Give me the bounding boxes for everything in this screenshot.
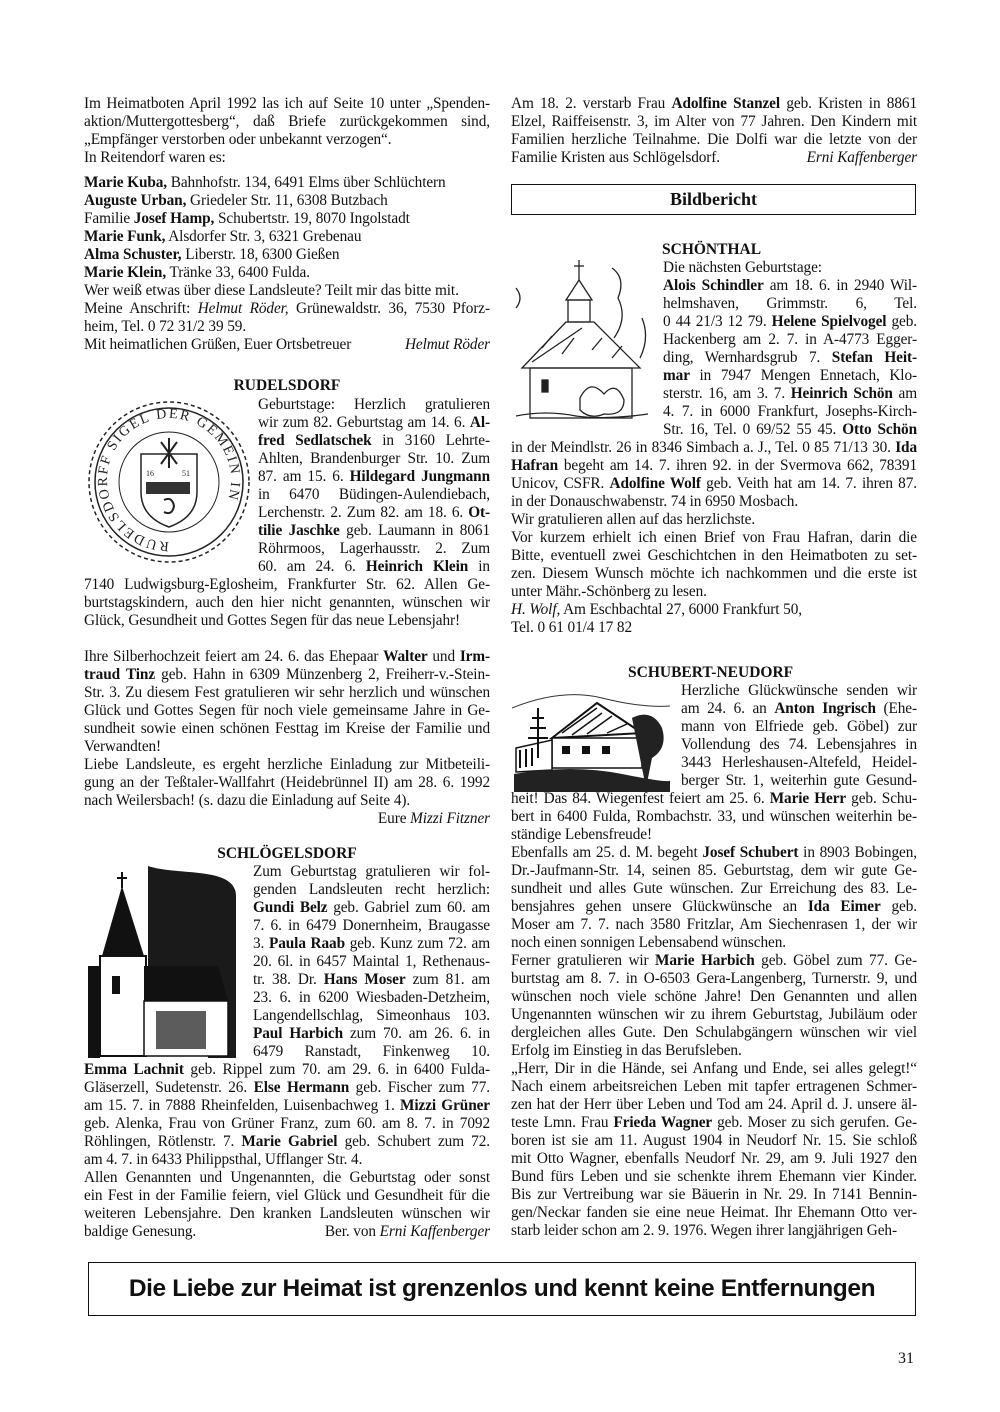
- bold-name: Josef Hamp,: [133, 210, 215, 227]
- text-line: wir zum 82. Geburtstag am 14. 6. Al-: [258, 414, 490, 431]
- text-line: heim, Tel. 0 72 31/2 39 59.: [84, 318, 247, 335]
- text-line: Hackenberg am 2. 7. in A-4773 Egger-: [663, 331, 917, 348]
- text-line: unter Mähr.-Schönberg zu lesen.: [511, 583, 707, 600]
- text-line: Hafran begeht am 14. 7. ihren 92. in der Svermova 662, 78391: [511, 457, 917, 474]
- text-line: Bund fürs Leben und sie schenkte ihrem Ehemann vier Kinder.: [511, 1168, 917, 1185]
- bold-name: tilie Jaschke: [258, 522, 340, 539]
- italic-text: Erni Kaffenberger: [806, 149, 917, 166]
- bold-name: Frieda Wagner: [613, 1114, 713, 1131]
- text-line: ein Fest in der Familie feiern, viel Glück und Gesundheit für die: [84, 1187, 490, 1204]
- text-line: [84, 336, 490, 354]
- section-heading-schubert-neudorf: SCHUBERT-NEUDORF: [628, 664, 794, 681]
- text-line: bensjahres gehen unsere Glückwünsche an Ida Eimer geb.: [511, 898, 917, 915]
- text-line: 3443 Herleshausen-Altefeld, Heidel-: [681, 754, 917, 771]
- text-line: Allen Genannten und Ungenannten, die Geburtstag oder sonst: [84, 1169, 490, 1186]
- text-line: Nach einem arbeitsreichen Leben mit tapfer ertragenen Schmer-: [511, 1078, 917, 1095]
- text-line: Marie Kuba, Bahnhofstr. 134, 6491 Elms über Schlüchtern: [84, 174, 446, 191]
- text-line: geb. Alenka, Frau von Grüner Franz, zum 60. am 8. 7. in 7092: [84, 1115, 490, 1132]
- text-line: zen. Diesem Wunsch möchte ich nachkommen und die erste ist: [511, 565, 917, 582]
- text-line: zen hat der Herr über Leben und Tod am 24. April d. J. unsere äl-: [511, 1096, 917, 1113]
- text-line: burtstag am 8. 7. in O-6503 Gera-Langenberg, Turnerstr. 9, und: [511, 970, 917, 987]
- text-line: [511, 149, 917, 167]
- text-line: Marie Funk, Alsdorfer Str. 3, 6321 Grebenau: [84, 228, 362, 245]
- page-number: 31: [898, 1350, 914, 1367]
- text-line: dergleichen alles Gute. Den Schulabgängern wünschen wir viel: [511, 1024, 917, 1041]
- text-line: Ferner gratulieren wir Marie Harbich geb. Göbel zum 77. Ge-: [511, 952, 917, 969]
- line-part: [807, 149, 917, 167]
- bold-name: Al-: [469, 414, 490, 431]
- line-part: Familie Kristen aus Schlögelsdorf.: [511, 149, 721, 166]
- text-line: genden Landsleuten recht herzlich:: [253, 881, 490, 898]
- text-line: Röhrmoos, Lagerhausstr. 2. Zum: [258, 540, 490, 557]
- bold-name: Heinrich Klein: [365, 558, 469, 575]
- text-line: in 6470 Büdingen-Aulendiebach,: [258, 486, 490, 503]
- text-line: Meine Anschrift: Helmut Röder, Grünewaldstr. 36, 7530 Pforz-: [84, 300, 490, 317]
- text-line: Str. 3. Zu diesem Fest gratulieren wir sehr herzlich und wünschen: [84, 684, 490, 701]
- text-line: 6479 Ranstadt, Finkenweg 10.: [253, 1043, 490, 1060]
- bold-name: fred Sedlatschek: [258, 432, 372, 449]
- text-line: Röhlingen, Rötlenstr. 7. Marie Gabriel geb. Schubert zum 72.: [84, 1133, 490, 1150]
- italic-text: Helmut Röder: [404, 336, 490, 353]
- rudelsdorf-text: [84, 396, 490, 828]
- svg-text:51: 51: [182, 469, 190, 478]
- bold-name: Marie Gabriel: [241, 1133, 338, 1150]
- text-line: noch einen sonnigen Lebensabend wünschen.: [511, 934, 786, 951]
- text-line: helmshaven, Grimmstr. 6, Tel.: [663, 295, 917, 312]
- bold-name: Josef Schubert: [702, 844, 799, 861]
- obituary-stanzel-text: [511, 95, 917, 167]
- bold-name: Adolfine Wolf: [609, 475, 701, 492]
- schubert-neudorf-text: [511, 682, 917, 1240]
- text-line: berger Str. 1, weiterhin gute Gesund-: [681, 772, 917, 789]
- text-line: bert in 6400 Fulda, Rombachstr. 33, und wünschen weiterhin be-: [511, 808, 917, 825]
- bold-name: Adolfine Stanzel: [671, 95, 781, 112]
- text-line: Wer weiß etwas über diese Landsleute? Teilt mir das bitte mit.: [84, 282, 459, 299]
- line-part: baldige Genesung.: [84, 1223, 197, 1240]
- motto-banner: Die Liebe zur Heimat ist grenzenlos und kennt keine Entfernungen: [88, 1262, 916, 1316]
- text-line: In Reitendorf waren es:: [84, 149, 226, 166]
- text-line: nach Weilersbach! (s. dazu die Einladung auf Seite 4).: [84, 792, 411, 809]
- bold-name: Hildegard Jungmann: [349, 468, 490, 485]
- text-line: [84, 1223, 490, 1241]
- bold-name: Marie Funk,: [84, 228, 166, 245]
- text-line: 20. 6l. in 6457 Maintal 1, Rethenaus-: [253, 953, 490, 970]
- text-line: sundheit sowie einen schönen Festtag im Kreise der Familie und: [84, 720, 490, 737]
- text-line: „Herr, Dir in die Hände, sei Anfang und Ende, sei alles gelegt!“: [511, 1060, 917, 1077]
- text-line: in der Donauschwabenstr. 74 in 6950 Mosbach.: [511, 493, 799, 510]
- text-line: Geburtstage: Herzlich gratulieren: [258, 396, 490, 413]
- text-line: am 24. 6. an Anton Ingrisch (Ehe-: [681, 700, 917, 717]
- text-line: Verwandten!: [84, 738, 162, 755]
- bold-name: Hafran: [511, 457, 558, 474]
- bold-name: Gundi Belz: [253, 899, 328, 916]
- text-line: Alma Schuster, Liberstr. 18, 6300 Gießen: [84, 246, 340, 263]
- bold-name: Mizzi Grüner: [400, 1097, 490, 1114]
- text-line: Glück und Gottes Segen für noch viele gemeinsame Jahre in Ge-: [84, 702, 490, 719]
- text-line: traud Tinz geb. Hahn in 6309 Münzenberg 2, Freiherr-v.-Stein-: [84, 666, 490, 683]
- text-line: 7. 6. in 6479 Donernheim, Braugasse: [253, 917, 490, 934]
- text-line: sterstr. 16, am 3. 7. Heinrich Schön am: [663, 385, 917, 402]
- text-line: 60. am 24. 6. Heinrich Klein in: [258, 558, 490, 575]
- bold-name: Heinrich Schön: [790, 385, 893, 402]
- italic-text: Helmut Röder,: [197, 300, 289, 317]
- bold-name: Ida Eimer: [807, 898, 881, 915]
- text-line: „Empfänger verstorben oder unbekannt verzogen“.: [84, 131, 392, 148]
- text-line: Herzliche Glückwünsche senden wir: [681, 682, 917, 699]
- text-line: Die nächsten Geburtstage:: [663, 259, 822, 276]
- italic-text: H. Wolf,: [511, 601, 561, 618]
- bold-name: Paula Raab: [268, 935, 346, 952]
- schoenthal-text: [511, 259, 917, 637]
- text-line: burtstagskindern, auch den hier nicht genannten, wünschen wir: [84, 594, 490, 611]
- bold-name: Marie Herr: [769, 790, 847, 807]
- bold-name: mar: [663, 367, 690, 384]
- text-line: Liebe Landsleute, es ergeht herzliche Einladung zur Mitbeteili-: [84, 756, 490, 773]
- text-line: Str. 16, Tel. 0 69/52 55 45. Otto Schön: [663, 421, 917, 438]
- text-line: ständige Lebensfreude!: [511, 826, 652, 843]
- text-line: tilie Jaschke geb. Laumann in 8061: [258, 522, 490, 539]
- text-line: 3. Paula Raab geb. Kunz zum 72. am: [253, 935, 491, 952]
- bold-name: Marie Klein,: [84, 264, 167, 281]
- bold-name: Hans Moser: [323, 971, 406, 988]
- section-heading-rudelsdorf: RUDELSDORF: [233, 377, 341, 394]
- text-line: Alois Schindler am 18. 6. in 2940 Wil-: [663, 277, 918, 294]
- text-line: Moser am 7. 7. nach 3580 Fritzlar, Am Siechenrasen 1, der wir: [511, 916, 917, 933]
- bold-name: traud Tinz: [84, 666, 156, 683]
- bold-name: Irm-: [459, 648, 490, 665]
- text-line: Bis zur Vertreibung war sie Bäuerin in Nr. 29. In 7141 Bennin-: [511, 1186, 917, 1203]
- text-line: mann von Elfriede geb. Göbel) zur: [681, 718, 917, 735]
- text-line: Wir gratulieren allen auf das herzlichste.: [511, 511, 756, 528]
- bold-name: Paul Harbich: [253, 1025, 344, 1042]
- bildbericht-title-box: Bildbericht: [511, 184, 916, 215]
- bold-name: Ot-: [468, 504, 490, 521]
- text-line: mit Otto Wagner, ebenfalls Neudorf Nr. 29, am 9. Juli 1927 den: [511, 1150, 917, 1167]
- bold-name: Marie Kuba,: [84, 174, 168, 191]
- text-line: Vor kurzem erhielt ich einen Brief von Frau Hafran, darin die: [511, 529, 917, 546]
- bold-name: Ida: [895, 439, 917, 456]
- italic-text: Erni Kaffenberger: [379, 1223, 490, 1240]
- text-line: 7140 Ludwigsburg-Eglosheim, Frankfurter Str. 62. Allen Ge-: [84, 576, 490, 593]
- schloegelsdorf-text: [84, 863, 490, 1241]
- text-line: in der Meindlstr. 26 in 8346 Simbach a. J., Tel. 0 85 71/13 30. Ida: [511, 439, 917, 456]
- text-line: Dr.-Jaufmann-Str. 14, seinen 85. Geburtstag, dem wir gute Ge-: [511, 862, 917, 879]
- text-line: Eure Mizzi Fitzner: [377, 810, 490, 827]
- bold-name: Walter: [383, 648, 428, 665]
- text-line: Vollendung des 74. Lebensjahres in: [681, 736, 917, 753]
- text-line: Tel. 0 61 01/4 17 82: [511, 619, 632, 636]
- text-line: Paul Harbich zum 70. am 26. 6. in: [253, 1025, 490, 1042]
- text-line: heit! Das 84. Wiegenfest feiert am 25. 6. Marie Herr geb. Schu-: [511, 790, 917, 807]
- svg-text:16: 16: [146, 469, 154, 478]
- text-line: Familie Josef Hamp, Schubertstr. 19, 8070 Ingolstadt: [84, 210, 410, 227]
- text-line: Unicov, CSFR. Adolfine Wolf geb. Veith hat am 14. 7. ihren 87.: [511, 475, 917, 492]
- text-line: Ungenannten wünschen wir zu ihrem Geburtstag, Jubiläum oder: [511, 1006, 917, 1023]
- text-line: 23. 6. in 6200 Wiesbaden-Detzheim,: [253, 989, 490, 1006]
- text-line: Gundi Belz geb. Gabriel zum 60. am: [253, 899, 490, 916]
- text-line: Lerchenstr. 2. Zum 82. am 18. 6. Ot-: [258, 504, 490, 521]
- bold-name: Helene Spielvogel: [771, 313, 887, 330]
- text-line: Auguste Urban, Griedeler Str. 11, 6308 Butzbach: [84, 192, 388, 209]
- bold-name: Emma Lachnit: [84, 1061, 184, 1078]
- text-line: teste Lmn. Frau Frieda Wagner geb. Moser zu sich gerufen. Ge-: [511, 1114, 917, 1131]
- bold-name: Else Hermann: [253, 1079, 350, 1096]
- text-line: H. Wolf, Am Eschbachtal 27, 6000 Frankfurt 50,: [511, 601, 802, 618]
- bold-name: Otto Schön: [842, 421, 917, 438]
- text-line: Bitte, eventuell zwei Geschichtchen in den Heimatboten zu set-: [511, 547, 917, 564]
- text-line: Ahlten, Brandenburger Str. 10. Zum: [258, 450, 490, 467]
- text-line: Glück, Gesundheit und Gottes Segen für das neue Lebensjahr!: [84, 612, 460, 629]
- text-line: 87. am 15. 6. Hildegard Jungmann: [258, 468, 490, 485]
- bold-name: Alois Schindler: [663, 277, 764, 294]
- line-part: Mit heimatlichen Grüßen, Euer Ortsbetreuer: [84, 336, 352, 353]
- bold-name: Marie Harbich: [655, 952, 755, 969]
- text-line: Im Heimatboten April 1992 las ich auf Seite 10 unter „Spenden-: [84, 95, 490, 112]
- italic-text: Mizzi Fitzner: [410, 810, 490, 827]
- text-line: Langendellschlag, Simeonhaus 103.: [253, 1007, 490, 1024]
- text-line: Elzel, Raiffeisenstr. 3, im Alter von 77 Jahren. Den Kindern mit: [511, 113, 917, 130]
- text-line: ding, Wernhardsgrub 7. Stefan Heit-: [663, 349, 917, 366]
- text-line: gung an der Teßtaler-Wallfahrt (Heidebrünnel II) am 28. 6. 1992: [84, 774, 490, 791]
- text-line: Familien herzliche Teilnahme. Die Dolfi war die letzte von der: [511, 131, 917, 148]
- line-part: Ber. von Erni Kaffenberger: [324, 1223, 490, 1240]
- text-line: Ihre Silberhochzeit feiert am 24. 6. das Ehepaar Walter und Irm-: [84, 648, 490, 665]
- text-line: mar in 7947 Mengen Ennetach, Klo-: [663, 367, 917, 384]
- bold-name: Stefan Heit-: [831, 349, 917, 366]
- text-line: 0 44 21/3 12 79. Helene Spielvogel geb.: [663, 313, 917, 330]
- text-line: [84, 630, 490, 648]
- text-line: boren ist sie am 11. August 1904 in Neudorf Nr. 15. Sie schloß: [511, 1132, 917, 1149]
- text-line: sundheit und alles Gute wünschen. Zur Erreichung des 83. Le-: [511, 880, 917, 897]
- text-line: Am 18. 2. verstarb Frau Adolfine Stanzel geb. Kristen in 8861: [511, 95, 917, 112]
- text-line: Erfolg im Einstieg in das Berufsleben.: [511, 1042, 742, 1059]
- text-line: aktion/Muttergottesberg“, daß Briefe zurückgekommen sind,: [84, 113, 490, 130]
- text-line: am 15. 7. in 7888 Rheinfelden, Luisenbachweg 1. Mizzi Grüner: [84, 1097, 490, 1114]
- address-list: [84, 174, 490, 354]
- text-line: 4. 7. in 6000 Frankfurt, Josephs-Kirch-: [663, 403, 917, 420]
- bold-name: Auguste Urban,: [84, 192, 187, 209]
- section-heading-schloegelsdorf: SCHLÖGELSDORF: [217, 845, 357, 862]
- text-line: starb leider schon am 2. 9. 1976. Wegen ihrer langjährigen Geh-: [511, 1222, 897, 1239]
- text-line: tr. 38. Dr. Hans Moser zum 81. am: [253, 971, 490, 988]
- text-line: fred Sedlatschek in 3160 Lehrte-: [258, 432, 490, 449]
- text-line: weiteren Lebensjahre. Den kranken Landsleuten wünschen wir: [84, 1205, 490, 1222]
- text-line: wünschen noch viele schöne Jahre! Den Genannten und allen: [511, 988, 917, 1005]
- svg-text:RUDELSDORFF SIGEL DER GEMEIN I: RUDELSDORFF SIGEL DER GEMEIN IN: [95, 406, 243, 554]
- text-line: Ebenfalls am 25. d. M. begeht Josef Schubert in 8903 Bobingen,: [511, 844, 917, 861]
- text-line: Marie Klein, Tränke 33, 6400 Fulda.: [84, 264, 310, 281]
- line-part: [405, 336, 490, 354]
- bold-name: Alma Schuster,: [84, 246, 182, 263]
- bold-name: Anton Ingrisch: [774, 700, 876, 717]
- text-line: gen/Neckar fanden sie eine neue Heimat. Ihr Ehemann Otto ver-: [511, 1204, 917, 1221]
- text-line: Emma Lachnit geb. Rippel zum 70. am 29. 6. in 6400 Fulda-: [84, 1061, 490, 1078]
- text-line: am 4. 7. in 6433 Philippsthal, Ufflanger Str. 4.: [84, 1151, 363, 1168]
- intro-text: [84, 95, 490, 167]
- text-line: Gläserzell, Sudetenstr. 26. Else Hermann geb. Fischer zum 77.: [84, 1079, 490, 1096]
- section-heading-schoenthal: SCHÖNTHAL: [662, 241, 762, 258]
- text-line: Zum Geburtstag gratulieren wir fol-: [253, 863, 490, 880]
